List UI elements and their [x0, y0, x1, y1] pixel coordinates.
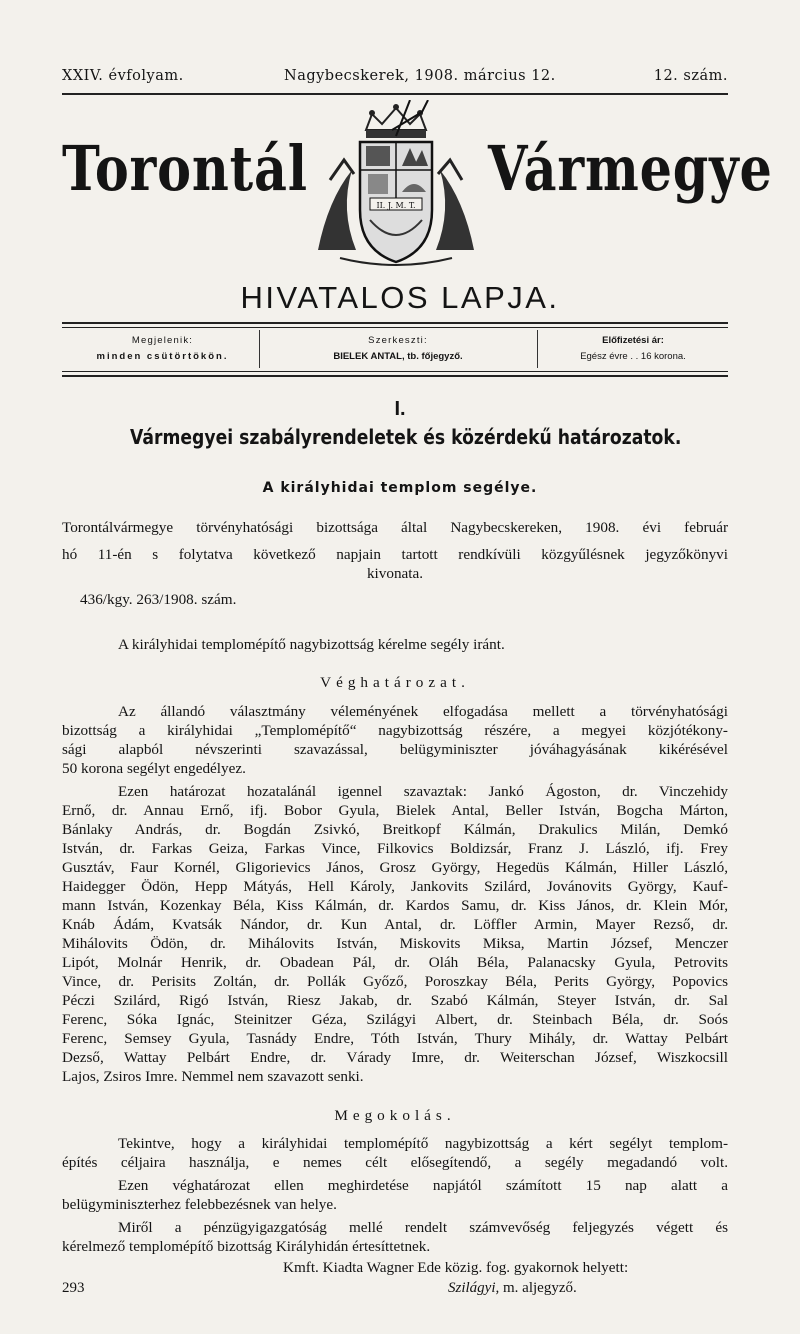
issue-line: [62, 68, 728, 92]
reasoning-heading: Megokolás.: [334, 1107, 456, 1124]
text-line: hó 11-én s folytatva következő napjain tartott rendkívüli közgyűlésnek jegyzőkönyvi: [62, 546, 728, 563]
text-line: Tekintve, hogy a királyhidai templomépítő nagybizottság a kért segélyt templom-: [118, 1135, 728, 1152]
text-line: 50 korona segélyt engedélyez.: [62, 760, 246, 777]
text-line: Ernő, dr. Annau Ernő, ifj. Bobor Gyula, Bielek Antal, Beller István, Bogcha Márton,: [62, 802, 728, 819]
text-line: sági alapból névszerinti szavazással, belügyminiszter jóváhagyásának kikérésével: [62, 741, 728, 758]
subscription-value: Egész évre . . 16 korona.: [580, 351, 686, 362]
subscription-label: Előfizetési ár:: [602, 335, 664, 346]
text-line: kérelmező templomépítő bizottság Királyhidán értesíttetnek.: [62, 1238, 431, 1255]
text-line: Gusztáv, Faur Kornél, Gligorievics János, Grosz György, Hegedüs Kálmán, Hiller László,: [62, 859, 728, 876]
column-separator: [259, 330, 260, 368]
text-line: Ferenc, Semsey Gyula, Tasnády Endre, Tóth István, Thury Mihály, dr. Wattay Pelbárt: [62, 1030, 728, 1047]
text-line: Haidegger Ödön, Hepp Mátyás, Hell Károly, Jankovits Szilárd, Jovánovits György, Kauf-: [62, 878, 728, 895]
section-title: Vármegyei szabályrendeletek és közérdekű határozatok.: [130, 425, 682, 449]
text-line: Vince, dr. Perisits Zoltán, dr. Pollák Győző, Poroszkay Béla, Perits György, Popovics: [62, 973, 728, 990]
appears-label: Megjelenik:: [131, 335, 194, 346]
text-line: Lipót, Molnár Henrik, dr. Obadean Pál, dr. Oláh Béla, Palanacsky Gyula, Petrovits: [62, 954, 728, 971]
masthead-subtitle: HIVATALOS LAPJA.: [240, 280, 560, 315]
rule: [62, 375, 728, 377]
article-title: A királyhidai templom segélye.: [262, 480, 538, 496]
subscription-info: [540, 333, 726, 365]
appears-value: minden csütörtökön.: [96, 351, 229, 362]
editor-label: Szerkeszti:: [368, 335, 428, 346]
coat-of-arms-icon: [310, 100, 482, 270]
crest-text: II. J. M. T.: [376, 201, 416, 210]
text-line: Péczi Szilárd, Rigó István, Riesz Jakab, dr. Szabó Kálmán, Steyer István, dr. Sal: [62, 992, 728, 1009]
text-line: Miről a pénzügyigazgatóság mellé rendelt számvevőség feljegyzés végett és: [118, 1219, 728, 1236]
text-line: kivonata.: [366, 565, 424, 582]
text-line: Az állandó választmány véleményének elfogadása mellett a törvényhatósági: [118, 703, 728, 720]
header-rule: [62, 93, 728, 95]
issue-number: 12. szám.: [653, 68, 728, 84]
text-line: belügyminiszterhez felebbezésnek van helye.: [62, 1196, 337, 1213]
signature-title: m. aljegyző.: [503, 1280, 577, 1296]
text-line: Dezső, Wattay Pelbárt Endre, dr. Várady Imre, dr. Weiterschan József, Wiszkocsill: [62, 1049, 728, 1066]
text-line: Bánlaky András, dr. Bogdán Zsivkó, Breitkopf Kálmán, Drakulics Milán, Demkó: [62, 821, 728, 838]
appears-info: [70, 333, 255, 365]
text-line: István, dr. Farkas Geiza, Farkas Vince, Filkovics Boldizsár, Franz J. László, ifj. Frey: [62, 840, 728, 857]
rule: [62, 327, 728, 328]
text-line: mann István, Kozenkay Béla, Kiss Kálmán, dr. Kardos Samu, dr. Kiss János, dr. Klein Mór,: [62, 897, 728, 914]
text-line: Lajos, Zsiros Imre. Nemmel nem szavazott senki.: [62, 1068, 364, 1085]
editor-info: [262, 333, 534, 365]
text-line: Ferenc, Sóka Ignác, Steinitzer Géza, Szilágyi Albert, dr. Steinbach Béla, dr. Soós: [62, 1011, 728, 1028]
reference-number: 436/kgy. 263/1908. szám.: [80, 591, 237, 608]
masthead-right-word: Vármegye: [488, 132, 773, 205]
text-line: Mihálovits Ödön, dr. Mihálovits István, Miskovits Miksa, Martin József, Menczer: [62, 935, 728, 952]
text-line: Torontálvármegye törvényhatósági bizottsága által Nagybecskereken, 1908. évi február: [62, 519, 728, 536]
rule: [62, 322, 728, 324]
text-line: építés céljaira használja, e nemes célt elősegítendő, a segély megadandó volt.: [62, 1154, 728, 1171]
kmft-line: Kmft. Kiadta Wagner Ede közig. fog. gyakornok helyett:: [283, 1259, 629, 1276]
place-date: Nagybecskerek, 1908. március 12.: [284, 68, 556, 84]
text-line: Ezen véghatározat ellen meghirdetése napjától számított 15 nap alatt a: [118, 1177, 728, 1194]
signature-name: Szilágyi,: [448, 1280, 500, 1296]
text-line: Knáb Ádám, Kvatsák Nándor, dr. Kun Antal, dr. Löffler Armin, Mayer Rezső, dr.: [62, 916, 728, 933]
page-number: 293: [62, 1280, 85, 1296]
editor-value: BIELEK ANTAL, tb. főjegyző.: [333, 351, 463, 362]
text-line: Ezen határozat hozatalánál igennel szavaztak: Jankó Ágoston, dr. Vinczehidy: [118, 783, 728, 800]
column-separator: [537, 330, 538, 368]
section-number: I.: [394, 398, 406, 420]
masthead-left-word: Torontál: [62, 132, 308, 205]
request-title: A királyhidai templomépítő nagybizottság kérelme segély iránt.: [118, 636, 505, 653]
volume-label: XXIV. évfolyam.: [62, 68, 184, 84]
resolution-heading: Véghatározat.: [320, 674, 470, 691]
signature: [448, 1280, 577, 1297]
text-line: bizottság a királyhidai „Templomépítő“ nagybizottság részére, a megyei közjótékony-: [62, 722, 728, 739]
rule: [62, 371, 728, 372]
